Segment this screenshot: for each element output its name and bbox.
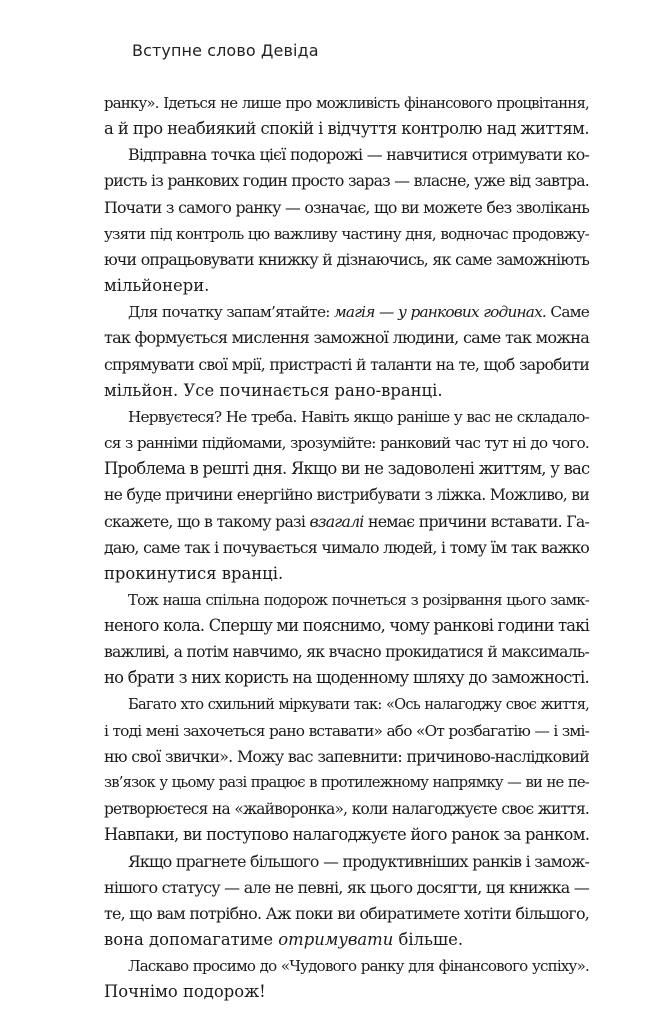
text-run: Відправна точка цієї подорожі — навчитися отримувати ко- xyxy=(128,145,589,165)
text-run: так формується мислення заможної людини, саме так можна xyxy=(104,328,589,348)
text-line xyxy=(104,953,589,979)
text-run: а й про неабиякий спокій і відчуття контролю над життям. xyxy=(104,119,589,139)
text-run: ся з ранніми підйомами, зрозумійте: ранковий час тут ні до чого. xyxy=(104,434,589,453)
paragraph xyxy=(104,404,589,587)
text-line xyxy=(104,744,589,770)
text-line xyxy=(104,718,589,744)
text-line xyxy=(104,770,589,796)
text-line xyxy=(104,404,589,430)
text-line xyxy=(104,430,589,456)
text-run: немає причини вставати. Га- xyxy=(363,511,589,531)
text-run: Якщо прагнете більшого — продуктивніших ранків і замож- xyxy=(128,851,589,871)
text-run: Тож наша спільна подорож почнеться з розірвання цього замк- xyxy=(128,590,589,609)
text-run: те, що вам потрібно. Аж поки ви обиратимете хотіти більшого, xyxy=(104,903,589,923)
text-line xyxy=(104,561,589,587)
text-line xyxy=(104,325,589,351)
text-run: Багато хто схильний міркувати так: «Ось налагоджу своє життя, xyxy=(128,695,589,713)
running-head: Вступне слово Девіда xyxy=(132,41,319,60)
text-line xyxy=(104,299,589,325)
text-line xyxy=(104,639,589,665)
paragraph xyxy=(104,299,589,404)
text-line xyxy=(104,849,589,875)
text-line xyxy=(104,90,589,116)
text-run: ню свої звички». Можу вас запевнити: причиново-наслідковий xyxy=(104,746,589,766)
text-run: Проблема в решті дня. Якщо ви не задоволені життям, у вас xyxy=(104,459,590,479)
text-line xyxy=(104,142,589,168)
text-run: важливі, а потім навчимо, як вчасно прокидатися й максималь- xyxy=(104,642,589,662)
text-run: Нервуєтеся? Не треба. Навіть якщо раніше у вас не складало- xyxy=(128,407,589,426)
italic-text: отримувати xyxy=(278,930,394,949)
text-run: Для початку запам’ятайте: xyxy=(128,303,335,322)
paragraph xyxy=(104,692,589,849)
text-line xyxy=(104,116,589,142)
text-line xyxy=(104,979,589,1005)
text-run: нішого статусу — але не певні, як цього досягти, ця книжка — xyxy=(104,877,589,897)
text-run: більше. xyxy=(393,930,464,949)
text-line xyxy=(104,352,589,378)
text-run: ранку». Ідеться не лише про можливість фінансового процвітання, xyxy=(104,94,589,112)
text-line xyxy=(104,221,589,247)
text-line xyxy=(104,692,589,718)
text-line xyxy=(104,195,589,221)
text-run: мільйон. Усе починається рано-вранці. xyxy=(104,380,443,400)
text-line xyxy=(104,901,589,927)
text-run: Ласкаво просимо до «Чудового ранку для фінансового успіху». xyxy=(128,957,589,976)
text-line xyxy=(104,796,589,822)
text-run: ретворюєтеся на «жайворонка», коли налагоджуєте своє життя. xyxy=(104,800,589,819)
text-run: мільйонери. xyxy=(104,276,210,296)
text-run: Почнімо подорож! xyxy=(104,982,266,1002)
paragraph xyxy=(104,953,589,1005)
text-run: вона допомагатиме xyxy=(104,930,279,949)
text-run: скажете, що в такому разі xyxy=(104,511,310,531)
paragraph xyxy=(104,587,589,692)
text-run: Почати з самого ранку — означає, що ви можете без зволікань xyxy=(104,197,589,217)
text-line xyxy=(104,456,589,482)
text-line xyxy=(104,822,589,848)
text-line xyxy=(104,482,589,508)
text-run: неного кола. Спершу ми пояснимо, чому ранкові години такі xyxy=(104,616,589,636)
text-line xyxy=(104,273,589,299)
text-line xyxy=(104,613,589,639)
text-run: даю, саме так і почувається чимало людей, і тому їм так важко xyxy=(104,537,589,557)
text-line xyxy=(104,509,589,535)
text-line xyxy=(104,535,589,561)
text-body xyxy=(104,90,589,1005)
text-run: Саме xyxy=(545,303,589,322)
text-run: но брати з них користь на щоденному шляху до заможності. xyxy=(104,668,589,688)
text-run: спрямувати свої мрії, пристрасті й таланти на те, щоб заробити xyxy=(104,354,589,374)
text-line xyxy=(104,587,589,613)
text-run: ристь із ранкових годин просто зараз — власне, уже від завтра. xyxy=(104,171,589,191)
text-run: прокинутися вранці. xyxy=(104,563,284,583)
italic-text: взагалі xyxy=(309,511,364,531)
text-run: і тоді мені захочеться рано вставати» або «От розбагатію — і змі- xyxy=(104,721,589,740)
italic-text: магія — у ранкових годинах. xyxy=(334,303,546,322)
text-line xyxy=(104,378,589,404)
paragraph xyxy=(104,849,589,954)
paragraph xyxy=(104,90,589,142)
text-line xyxy=(104,247,589,273)
text-line xyxy=(104,168,589,194)
text-run: не буде причини енергійно вистрибувати з ліжка. Можливо, ви xyxy=(104,485,589,505)
text-line xyxy=(104,927,589,953)
text-run: ючи опрацьовувати книжку й дізнаючись, як саме заможніють xyxy=(104,249,589,269)
text-run: Навпаки, ви поступово налагоджуєте його ранок за ранком. xyxy=(104,825,590,845)
text-line xyxy=(104,875,589,901)
text-line xyxy=(104,665,589,691)
paragraph xyxy=(104,142,589,299)
text-run: узяти під контроль цю важливу частину дня, водночас продовжу- xyxy=(104,224,589,243)
text-run: зв’язок у цьому разі працює в протилежному напрямку — ви не пе- xyxy=(104,774,589,792)
